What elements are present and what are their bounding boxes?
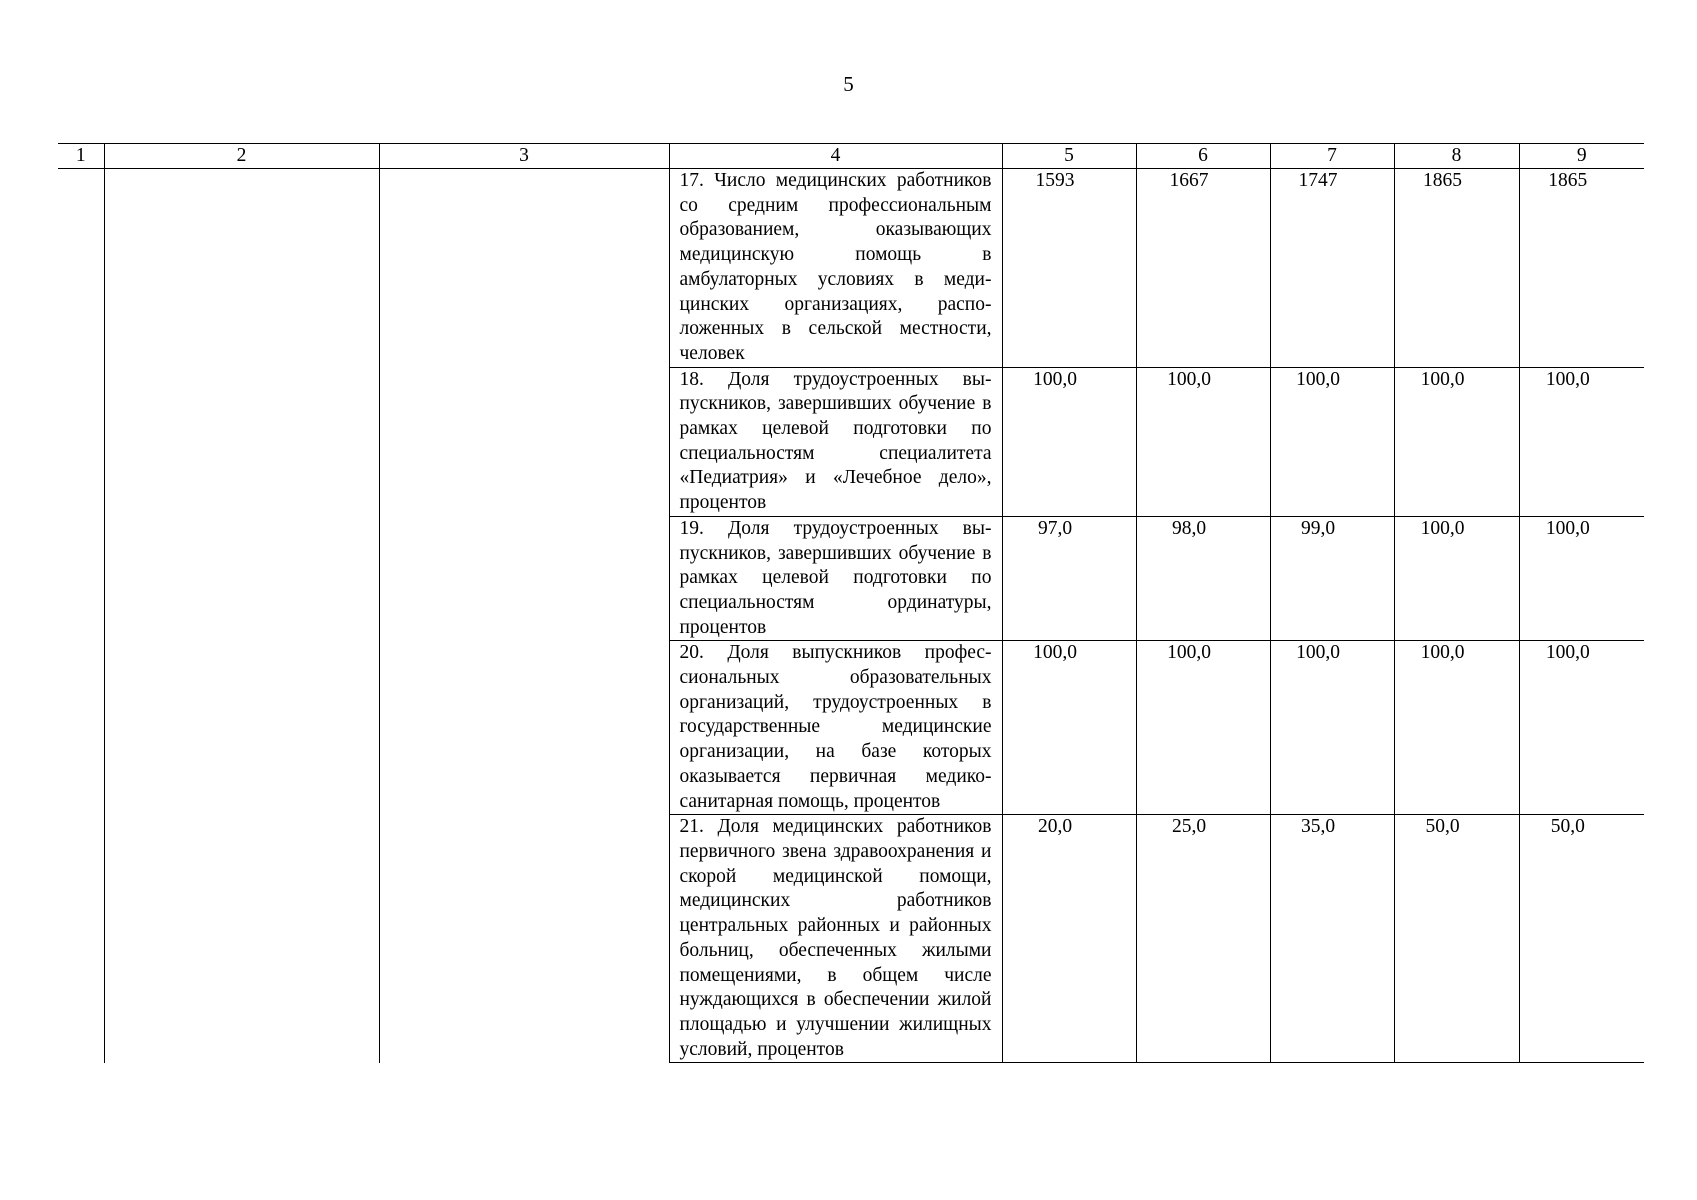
value-cell: 100,0 bbox=[1519, 516, 1644, 641]
value-cell: 97,0 bbox=[1002, 516, 1136, 641]
value-cell: 1667 bbox=[1136, 169, 1270, 368]
value-cell: 1747 bbox=[1270, 169, 1394, 368]
value-cell: 100,0 bbox=[1002, 367, 1136, 516]
column-header-8: 8 bbox=[1394, 144, 1519, 169]
column-header-9: 9 bbox=[1519, 144, 1644, 169]
value-cell: 20,0 bbox=[1002, 815, 1136, 1063]
empty-cell-col-1 bbox=[58, 169, 104, 1063]
empty-cell-col-2 bbox=[104, 169, 379, 1063]
column-header-2: 2 bbox=[104, 144, 379, 169]
column-header-4: 4 bbox=[669, 144, 1002, 169]
value-cell: 50,0 bbox=[1394, 815, 1519, 1063]
indicator-cell: 20. Доля выпускников профессиональных образовательных организаций, трудоустроенных в государственные медицинские организации, на базе которых оказывается первичная медико-санитарная помощь, процентов bbox=[669, 641, 1002, 815]
value-cell: 100,0 bbox=[1519, 641, 1644, 815]
column-header-3: 3 bbox=[379, 144, 669, 169]
value-cell: 98,0 bbox=[1136, 516, 1270, 641]
value-cell: 100,0 bbox=[1002, 641, 1136, 815]
value-cell: 25,0 bbox=[1136, 815, 1270, 1063]
column-header-6: 6 bbox=[1136, 144, 1270, 169]
value-cell: 1865 bbox=[1394, 169, 1519, 368]
header-row bbox=[58, 144, 1644, 169]
value-cell: 35,0 bbox=[1270, 815, 1394, 1063]
value-cell: 100,0 bbox=[1136, 367, 1270, 516]
column-header-5: 5 bbox=[1002, 144, 1136, 169]
value-cell: 1865 bbox=[1519, 169, 1644, 368]
indicator-cell: 18. Доля трудоустроенных выпускников, завершивших обучение в рамках целевой подготовки по специальностям специалитета «Педиатрия» и «Лечебное дело», процентов bbox=[669, 367, 1002, 516]
indicator-cell: 19. Доля трудоустроенных выпускников, завершивших обучение в рамках целевой подготовки по специальностям ординатуры, процентов bbox=[669, 516, 1002, 641]
value-cell: 100,0 bbox=[1519, 367, 1644, 516]
value-cell: 100,0 bbox=[1394, 641, 1519, 815]
indicators-table bbox=[58, 143, 1644, 1063]
page-number: 5 bbox=[843, 72, 854, 96]
column-header-1: 1 bbox=[58, 144, 104, 169]
value-cell: 99,0 bbox=[1270, 516, 1394, 641]
value-cell: 100,0 bbox=[1394, 516, 1519, 641]
indicator-cell: 17. Число медицинских работников со средним профессиональным образованием, оказывающих медицинскую помощь в амбулаторных условиях в медицинских организациях, расположенных в сельской местности, человек bbox=[669, 169, 1002, 368]
value-cell: 1593 bbox=[1002, 169, 1136, 368]
column-header-7: 7 bbox=[1270, 144, 1394, 169]
table-row bbox=[58, 169, 1644, 368]
empty-cell-col-3 bbox=[379, 169, 669, 1063]
value-cell: 50,0 bbox=[1519, 815, 1644, 1063]
value-cell: 100,0 bbox=[1270, 641, 1394, 815]
value-cell: 100,0 bbox=[1394, 367, 1519, 516]
value-cell: 100,0 bbox=[1270, 367, 1394, 516]
value-cell: 100,0 bbox=[1136, 641, 1270, 815]
indicator-cell: 21. Доля медицинских работников первичного звена здравоохранения и скорой медицинской помощи, медицинских работников центральных районных и районных больниц, обеспеченных жилыми помещениями, в общем числе нуждающихся в обеспечении жилой площадью и улучшении жилищных условий, процентов bbox=[669, 815, 1002, 1063]
